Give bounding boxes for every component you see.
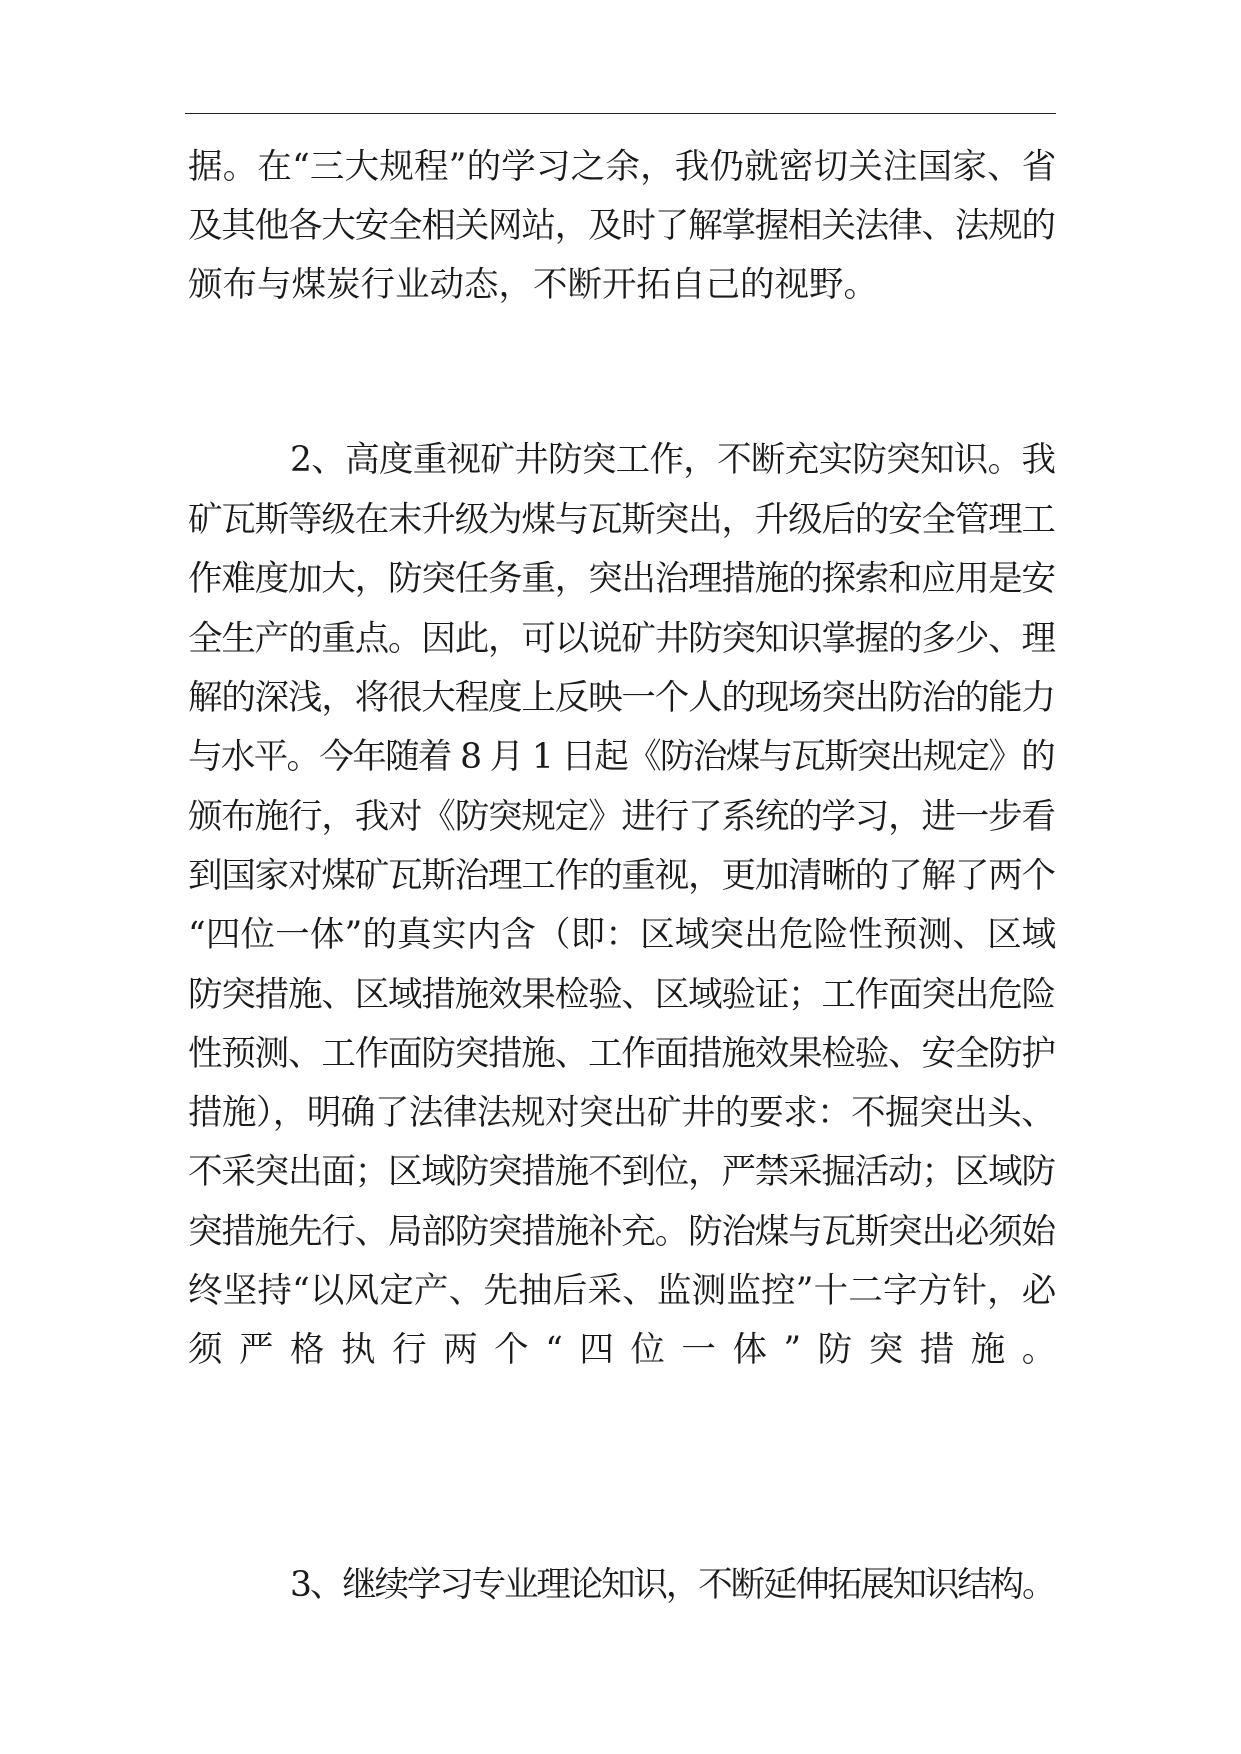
text-line: 终坚持“以风定产、先抽后采、监测监控”十二字方针，必 xyxy=(188,1271,1057,1311)
text-line: 与水平。今年随着 8 月 1 日起《防治煤与瓦斯突出规定》的 xyxy=(188,737,1055,777)
header-rule xyxy=(185,113,1056,114)
text-line: 据。在“三大规程”的学习之余，我仍就密切关注国家、省 xyxy=(188,147,1057,187)
text-line: 须严格执行两个“四位一体”防突措施。 xyxy=(188,1330,1073,1370)
text-line: 3、继续学习专业理论知识，不断延伸拓展知识结构。 xyxy=(290,1565,1055,1605)
text-line: 解的深浅，将很大程度上反映一个人的现场突出防治的能力 xyxy=(188,678,1055,718)
text-line: 防突措施、区域措施效果检验、区域验证；工作面突出危险 xyxy=(188,975,1055,1015)
text-line: 到国家对煤矿瓦斯治理工作的重视，更加清晰的了解了两个 xyxy=(188,856,1055,896)
text-line: 全生产的重点。因此，可以说矿井防突知识掌握的多少、理 xyxy=(188,619,1055,659)
text-line: 性预测、工作面防突措施、工作面措施效果检验、安全防护 xyxy=(188,1034,1055,1074)
text-line: 颁布与煤炭行业动态，不断开拓自己的视野。 xyxy=(188,265,878,305)
text-line: 突措施先行、局部防突措施补充。防治煤与瓦斯突出必须始 xyxy=(188,1212,1055,1252)
text-line: 及其他各大安全相关网站，及时了解掌握相关法律、法规的 xyxy=(188,206,1055,246)
text-line: 不采突出面；区域防突措施不到位，严禁采掘活动；区域防 xyxy=(188,1152,1055,1192)
text-line: 措施），明确了法律法规对突出矿井的要求：不掘突出头、 xyxy=(188,1093,1056,1133)
text-line: 2、高度重视矿井防突工作，不断充实防突知识。我 xyxy=(290,440,1056,480)
text-line: 颁布施行，我对《防突规定》进行了系统的学习，进一步看 xyxy=(188,797,1055,837)
text-line: “四位一体”的真实内含（即：区域突出危险性预测、区域 xyxy=(188,915,1057,955)
text-line: 作难度加大，防突任务重，突出治理措施的探索和应用是安 xyxy=(188,559,1055,599)
text-line: 矿瓦斯等级在末升级为煤与瓦斯突出，升级后的安全管理工 xyxy=(188,500,1055,540)
